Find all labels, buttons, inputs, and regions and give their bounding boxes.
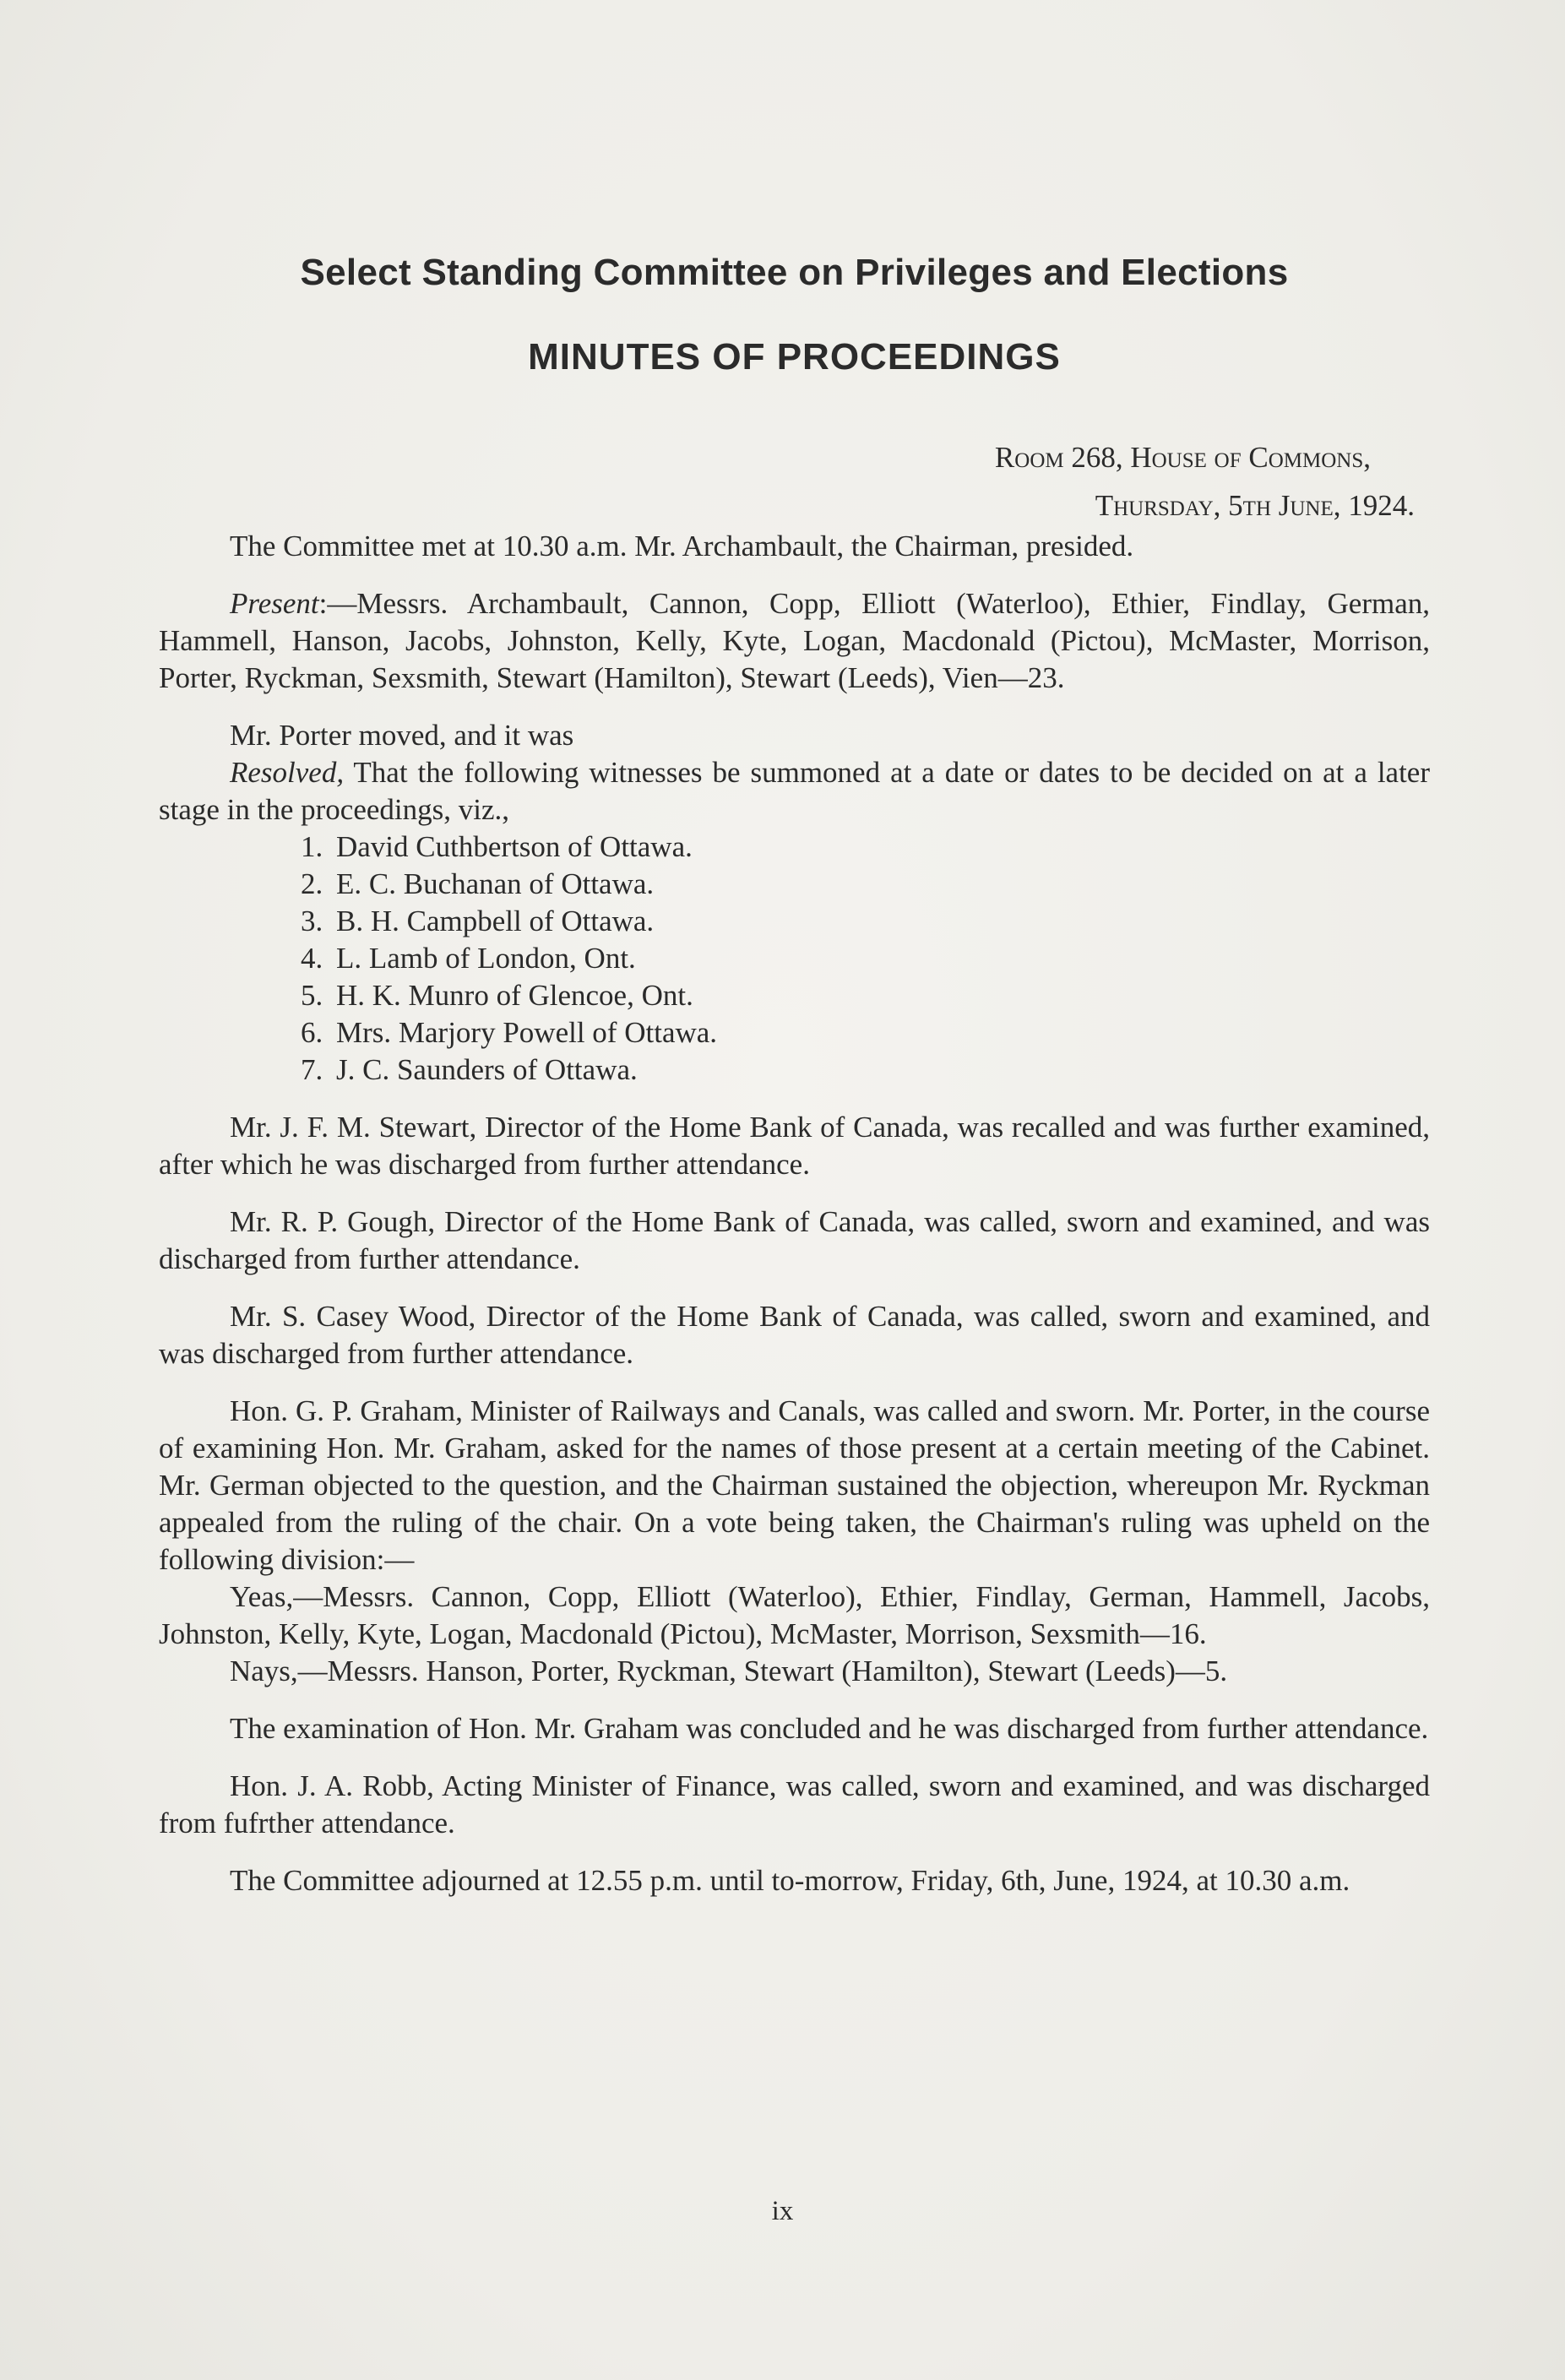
page-content (159, 249, 1430, 1899)
yeas-paragraph: Yeas,—Messrs. Cannon, Copp, Elliott (Waterloo), Ethier, Findlay, German, Hammell, Jacobs, Johnston, Kelly, Kyte, Logan, Macdonald (Pictou), McMaster, Morrison, Sexsmith—16. (159, 1580, 1430, 1650)
graham-concluded-paragraph: The examination of Hon. Mr. Graham was concluded and he was discharged from further attendance. (230, 1712, 1429, 1745)
mover-line: Mr. Porter moved, and it was (230, 719, 574, 752)
list-number: 4. (301, 942, 323, 975)
witness-name: Mrs. Marjory Powell of Ottawa. (336, 1016, 718, 1049)
witness-name: H. K. Munro of Glencoe, Ont. (336, 979, 693, 1012)
date-line: Thursday, 5th June, 1924. (1095, 489, 1415, 522)
list-number: 3. (301, 905, 323, 937)
list-item (301, 829, 1430, 866)
resolved-text: That the following witnesses be summoned at a date or dates to be decided on at a later stage in the proceedings, viz., (159, 756, 1430, 826)
witness-name: E. C. Buchanan of Ottawa. (336, 867, 655, 900)
wood-paragraph: Mr. S. Casey Wood, Director of the Home Bank of Canada, was called, sworn and examined, and was discharged from further attendance. (159, 1300, 1430, 1370)
page-number: ix (771, 2196, 794, 2226)
robb-paragraph: Hon. J. A. Robb, Acting Minister of Finance, was called, sworn and examined, and was discharged from fufrther attendance. (159, 1769, 1430, 1839)
list-item (301, 1014, 1430, 1051)
list-item (301, 1051, 1430, 1089)
graham-paragraph: Hon. G. P. Graham, Minister of Railways and Canals, was called and sworn. Mr. Porter, in the course of examining Hon. Mr. Graham, asked for the names of those present at a certain meeting of the Cabinet. Mr. German objected to the question, and the Chairman sustained the objection, whereupon Mr. Ryckman appealed from the ruling of the chair. On a vote being taken, the Chairman's ruling was upheld on the following division:— (159, 1394, 1430, 1576)
stewart-paragraph: Mr. J. F. M. Stewart, Director of the Home Bank of Canada, was recalled and was further examined, after which he was discharged from further attendance. (159, 1111, 1430, 1181)
minutes-title: MINUTES OF PROCEEDINGS (528, 336, 1061, 378)
gough-paragraph: Mr. R. P. Gough, Director of the Home Bank of Canada, was called, sworn and examined, and was discharged from further attendance. (159, 1205, 1430, 1275)
witness-name: L. Lamb of London, Ont. (336, 942, 636, 975)
list-number: 2. (301, 867, 323, 900)
committee-heading: Select Standing Committee on Privileges and Elections (300, 252, 1289, 293)
resolved-paragraph (159, 754, 1430, 829)
list-item (301, 866, 1430, 903)
witness-name: J. C. Saunders of Ottawa. (336, 1053, 638, 1086)
room-line: Room 268, House of Commons, (994, 441, 1371, 474)
present-label: Present (230, 587, 319, 620)
witness-name: B. H. Campbell of Ottawa. (336, 905, 655, 937)
list-item (301, 903, 1430, 940)
adjourned-paragraph: The Committee adjourned at 12.55 p.m. until to-morrow, Friday, 6th, June, 1924, at 10.30 a.m. (230, 1864, 1350, 1897)
list-number: 7. (301, 1053, 323, 1086)
list-number: 6. (301, 1016, 323, 1049)
nays-paragraph: Nays,—Messrs. Hanson, Porter, Ryckman, Stewart (Hamilton), Stewart (Leeds)—5. (230, 1655, 1228, 1687)
list-item (301, 940, 1430, 977)
witness-name: David Cuthbertson of Ottawa. (336, 830, 693, 863)
list-number: 1. (301, 830, 323, 863)
list-number: 5. (301, 979, 323, 1012)
opening-paragraph: The Committee met at 10.30 a.m. Mr. Archambault, the Chairman, presided. (230, 530, 1134, 562)
witness-list (159, 829, 1430, 1089)
present-text: :—Messrs. Archambault, Cannon, Copp, Elliott (Waterloo), Ethier, Findlay, German, Hammell, Hanson, Jacobs, Johnston, Kelly, Kyte, Logan, Macdonald (Pictou), McMaster, Morrison, Porter, Ryckman, Sexsmith, Stewart (Hamilton), Stewart (Leeds), Vien—23. (159, 587, 1430, 694)
present-paragraph (159, 585, 1430, 697)
resolved-label: Resolved, (230, 756, 345, 789)
list-item (301, 977, 1430, 1014)
